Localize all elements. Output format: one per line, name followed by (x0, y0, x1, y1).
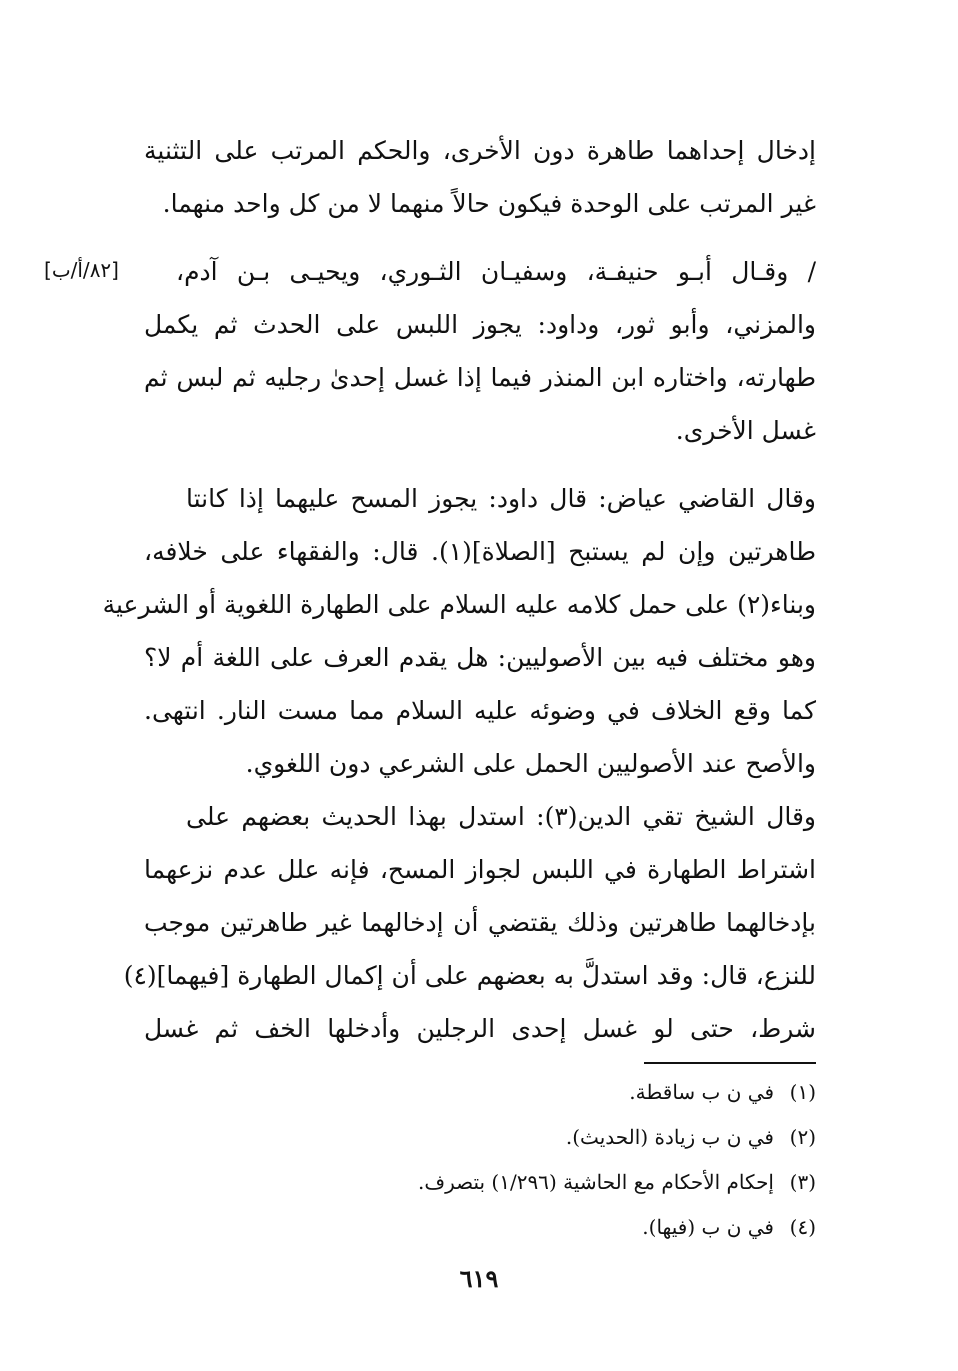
paragraph-3 (102, 472, 816, 790)
footnote-text: في ن ب ساقطة. (629, 1080, 774, 1104)
footnote-text: في ن ب زيادة (الحديث). (565, 1125, 774, 1149)
footnote-number: (١) (789, 1080, 816, 1104)
footnote (144, 1070, 816, 1115)
text-line: والأصح عند الأصوليين الحمل على الشرعي دون اللغوي. (245, 749, 816, 778)
footnote (144, 1115, 816, 1160)
text-line: شرط، حتى لو غسل إحدى الرجلين وأدخلها الخف ثم غسل (144, 1014, 816, 1043)
paragraph-2 (144, 245, 816, 457)
text-line: إدخال إحداهما طاهرة دون الأخرى، والحكم المرتب على التثنية (144, 136, 816, 165)
footnote-number: (٣) (789, 1170, 816, 1194)
footnotes (144, 1070, 816, 1250)
manuscript-folio-reference: [٨٢/أ/ب] (44, 258, 119, 282)
text-line: والمزني، وأبو ثور، وداود: يجوز اللبس على الحدث ثم يكمل (144, 310, 816, 339)
footnote-text: إحكام الأحكام مع الحاشية (١/٢٩٦) بتصرف. (417, 1170, 774, 1194)
paragraph-1 (144, 124, 816, 230)
text-line: / وقـال أبـو حنيفـة، وسفيـان الثـوري، ويحيـى بـن آدم، (176, 257, 816, 286)
text-line: طاهرتين وإن لم يستبح [الصلاة](١). قال: والفقهاء على خلافه، (144, 537, 816, 566)
text-line: وقال الشيخ تقي الدين(٣): استدل بهذا الحديث بعضهم على (186, 802, 817, 831)
footnote-number: (٤) (789, 1215, 816, 1239)
text-line: وهو مختلف فيه بين الأصوليين: هل يقدم العرف على اللغة أم لا؟ (144, 643, 816, 672)
text-line: كما وقع الخلاف في وضوئه عليه السلام مما مست النار. انتهى. (144, 696, 816, 725)
text-line: للنزع، قال: وقد استدلَّ به بعضهم على أن إكمال الطهارة [فيهما](٤) (123, 961, 816, 990)
text-line: غسل الأخرى. (675, 416, 816, 445)
page-number: ٦١٩ (459, 1264, 499, 1293)
footnote (144, 1160, 816, 1205)
paragraph-4 (123, 790, 817, 1055)
text-line: غير المرتب على الوحدة فيكون حالاً منهما لا من كل واحد منهما. (162, 189, 816, 218)
footnote (144, 1205, 816, 1250)
text-line: اشتراط الطهارة في اللبس لجواز المسح، فإنه علل عدم نزعهما (144, 855, 816, 884)
footnote-text: في ن ب (فيها). (642, 1215, 774, 1239)
text-line: بإدخالهما طاهرتين وذلك يقتضي أن إدخالهما غير طاهرتين موجب (144, 908, 816, 937)
text-line: وقال القاضي عياض: قال داود: يجوز المسح عليهما إذا كانتا (186, 484, 816, 513)
footnote-number: (٢) (789, 1125, 816, 1149)
footnote-separator (644, 1062, 816, 1064)
text-line: طهارته، واختاره ابن المنذر فيما إذا غسل إحدىٰ رجليه ثم لبس ثم (144, 363, 816, 392)
text-line: وبناء(٢) على حمل كلامه عليه السلام على الطهارة اللغوية أو الشرعية (102, 590, 816, 619)
